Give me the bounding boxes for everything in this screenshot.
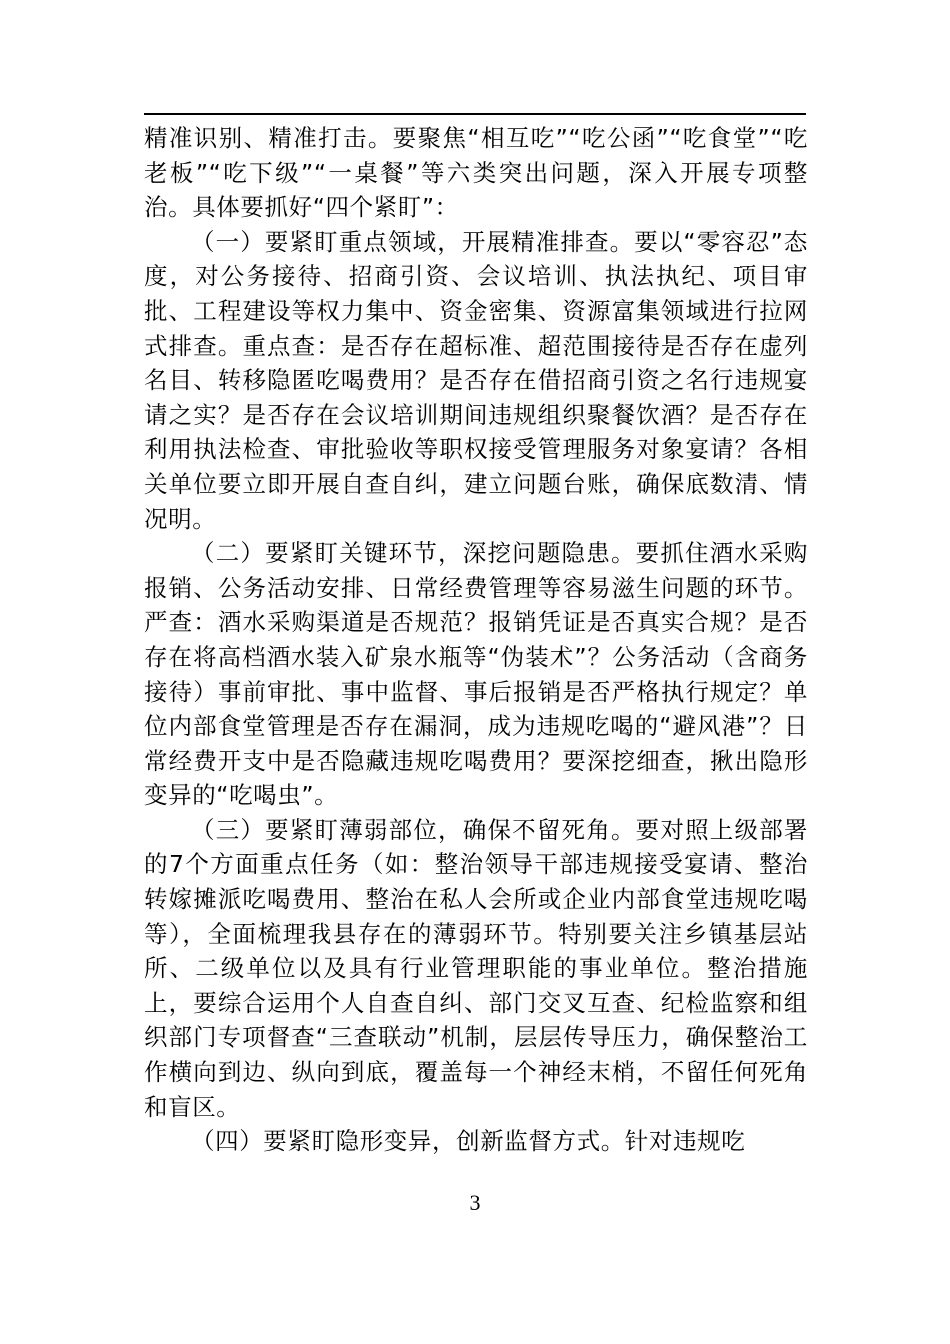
paragraph-section-2: （二）要紧盯关键环节，深挖问题隐患。要抓住酒水采购报销、公务活动安排、日常经费管理等容易滋生问题的环节。严查：酒水采购渠道是否规范？报销凭证是否真实合规？是否存在将高档酒水装入矿泉水瓶等“伪装术”？公务活动（含商务接待）事前审批、事中监督、事后报销是否严格执行规定？单位内部食堂管理是否存在漏洞，成为违规吃喝的“避风港”？日常经费开支中是否隐藏违规吃喝费用？要深挖细查，揪出隐形变异的“吃喝虫”。 [144, 539, 808, 810]
paragraph-section-1: （一）要紧盯重点领域，开展精准排查。要以“零容忍”态度，对公务接待、招商引资、会议培训、执法执纪、项目审批、工程建设等权力集中、资金密集、资源富集领域进行拉网式排查。重点查：是否存在超标准、超范围接待是否存在虚列名目、转移隐匿吃喝费用？是否存在借招商引资之名行违规宴请之实？是否存在会议培训期间违规组织聚餐饮酒？是否存在利用执法检查、审批验收等职权接受管理服务对象宴请？各相关单位要立即开展自查自纠，建立问题台账，确保底数清、情况明。 [144, 227, 808, 533]
document-body [144, 121, 808, 1159]
paragraph-section-4: （四）要紧盯隐形变异，创新监督方式。针对违规吃 [191, 1127, 746, 1156]
page-number: 3 [469, 1190, 481, 1215]
header-rule [144, 113, 806, 115]
paragraph-section-3: （三）要紧盯薄弱部位，确保不留死角。要对照上级部署的7个方面重点任务（如：整治领导干部违规接受宴请、整治转嫁摊派吃喝费用、整治在私人会所或企业内部食堂违规吃喝等），全面梳理我县存在的薄弱环节。特别要关注乡镇基层站所、二级单位以及具有行业管理职能的事业单位。整治措施上，要综合运用个人自查自纠、部门交叉互查、纪检监察和组织部门专项督查“三查联动”机制，层层传导压力，确保整治工作横向到边、纵向到底，覆盖每一个神经末梢，不留任何死角和盲区。 [144, 815, 808, 1121]
paragraph-intro: 精准识别、精准打击。要聚焦“相互吃”“吃公函”“吃食堂”“吃老板”“吃下级”“一桌餐”等六类突出问题，深入开展专项整治。具体要抓好“四个紧盯”： [144, 124, 808, 222]
